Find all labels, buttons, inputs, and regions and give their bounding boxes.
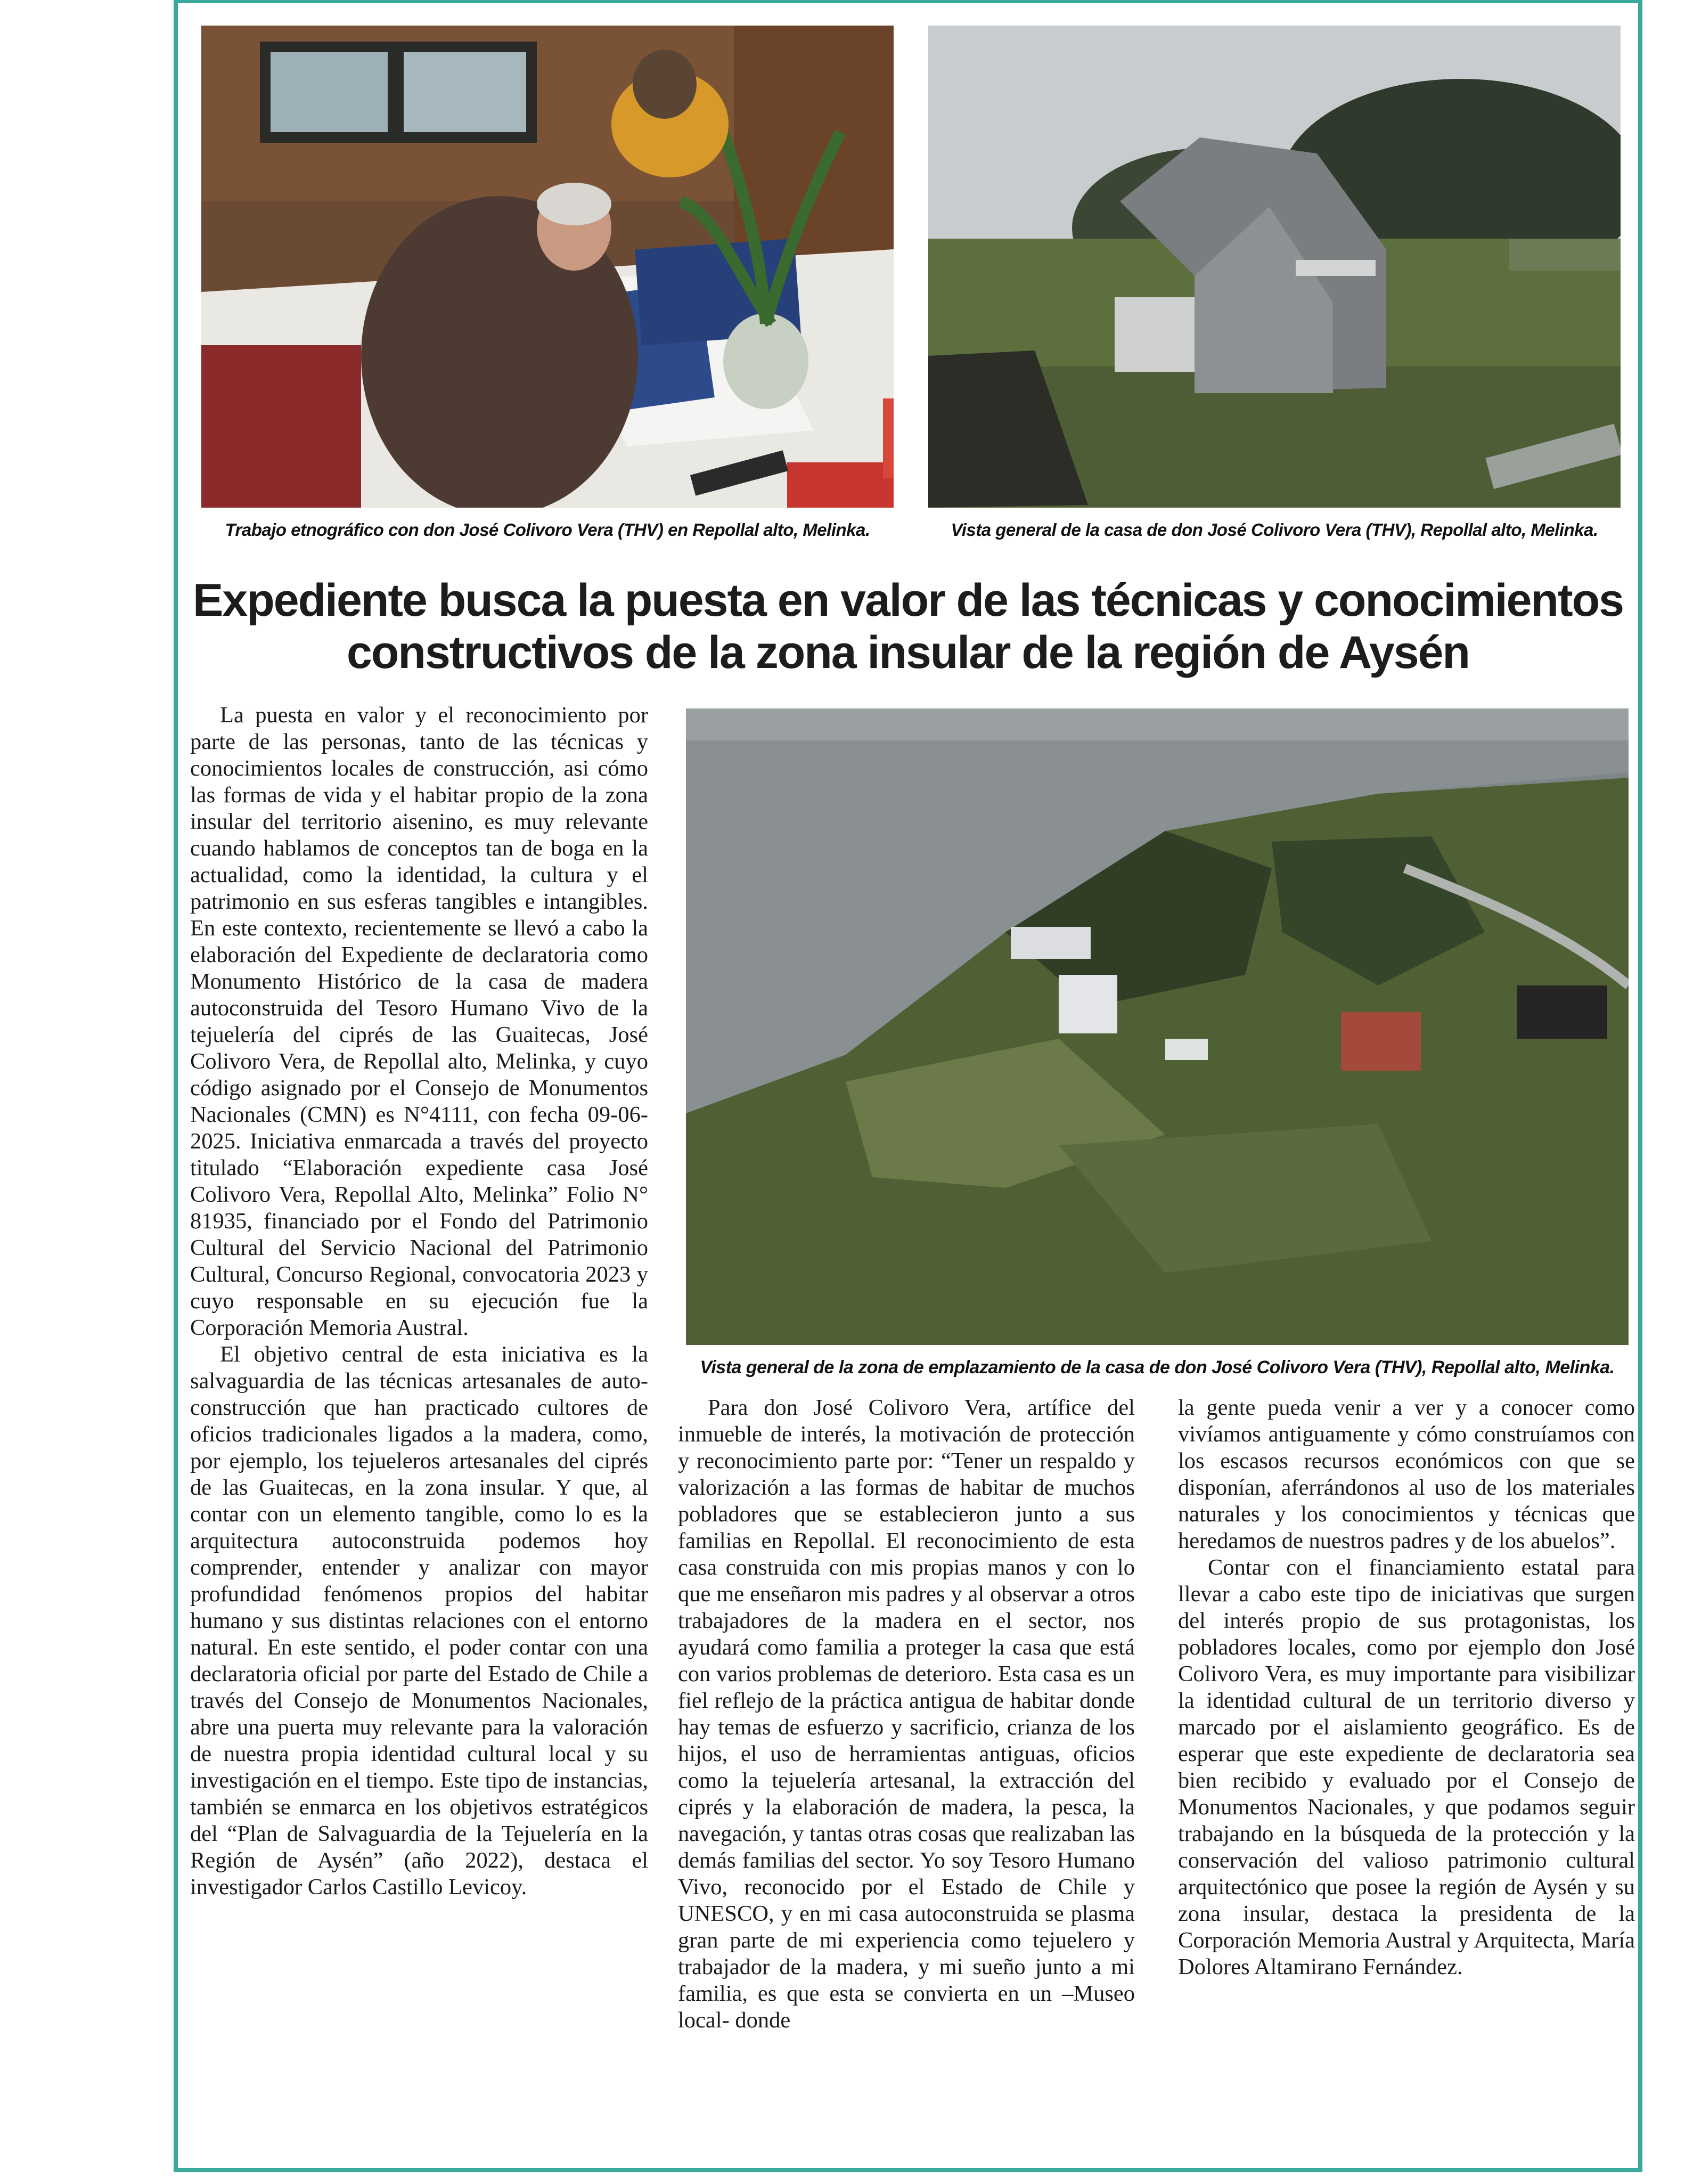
photo-aerial-site-view [686, 708, 1629, 1345]
article-column-2 [678, 1395, 1135, 2034]
article-paragraph: Contar con el financiamiento estatal para llevar a cabo este tipo de iniciativas que surgen del interés propio de sus protagonistas, los pobladores locales, como por ejemplo don José Colivoro Vera, es muy importante para visibilizar la identidad cultural de un territorio diverso y marcado por el aislamiento geográfico. Es de esperar que este expediente de declaratoria sea bien recibido y evaluado por el Consejo de Monumentos Nacionales, y que podamos seguir trabajando en la búsqueda de la protección y la conservación del valioso patrimonio cultural arquitectónico que posee la región de Aysén y su zona insular, destaca la presidenta de la Corporación Memoria Austral y Arquitecta, María Dolores Altamirano Fernández. [1178, 1555, 1635, 1979]
article-column-1 [190, 702, 648, 1901]
photo-house-general-view [928, 26, 1621, 508]
caption-ethnographic-work: Trabajo etnográfico con don José Colivoro Vera (THV) en Repollal alto, Melinka. [225, 520, 870, 540]
article-paragraph: Para don José Colivoro Vera, artífice del inmueble de interés, la motivación de protección y reconocimiento parte por: “Tener un respaldo y valorización a las formas de habitar de muchos pobladores que se establecieron junto a sus familias en Repollal. El reconocimiento de esta casa construida con mis propias manos y con lo que me enseñaron mis padres y al observar a otros trabajadores de la madera en el sector, nos ayudará como familia a proteger la casa que está con varios problemas de deterioro. Esta casa es un fiel reflejo de la práctica antigua de habitar donde hay temas de esfuerzo y sacrificio, crianza de los hijos, el uso de herramientas antiguas, oficios como la tejuelería artesanal, la extracción del ciprés y la elaboración de madera, la pesca, la navegación, y tantas otras cosas que realizaban las demás familias del sector. Yo soy Tesoro Humano Vivo, reconocido por el Estado de Chile y UNESCO, y en mi casa autoconstruida se plasma gran parte de mi experiencia como tejuelero y trabajador de la madera, y mi sueño junto a mi familia, es que esta se convierta en un –Museo local- donde [678, 1395, 1135, 2033]
article-paragraph: El objetivo central de esta iniciativa es la salvaguardia de las técnicas artesanales de auto-construcción que han practicado cultores de oficios tradicionales ligados a la madera, como, por ejemplo, los tejueleros artesanales del ciprés de las Guaitecas, en la zona insular. Y que, al contar con un elemento tangible, como lo es la arquitectura autoconstruida podemos hoy comprender, entender y analizar con mayor profundidad fenómenos propios del habitar humano y sus distintas relaciones con el entorno natural. En este sentido, el poder contar con una declaratoria oficial por parte del Estado de Chile a través del Consejo de Monumentos Nacionales, abre una puerta muy relevante para la valoración de nuestra propia identidad cultural local y su investigación en el tiempo. Este tipo de instancias, también se enmarca en los objetivos estratégicos del “Plan de Salvaguardia de la Tejuelería en la Región de Aysén” (año 2022), destaca el investigador Carlos Castillo Levicoy. [190, 1342, 648, 1900]
article-paragraph: la gente pueda venir a ver y a conocer como vivíamos antiguamente y cómo construíamos con los escasos recursos económicos con que se disponían, aferrándonos al uso de los materiales naturales y los conocimientos y técnicas que heredamos de nuestros padres y de los abuelos”. [1178, 1395, 1635, 1553]
photo-ethnographic-work [201, 26, 894, 508]
caption-house-general-view: Vista general de la casa de don José Colivoro Vera (THV), Repollal alto, Melinka. [951, 520, 1598, 540]
caption-aerial-site-view: Vista general de la zona de emplazamiento de la casa de don José Colivoro Vera (THV), Repollal alto, Melinka. [700, 1357, 1615, 1378]
article-headline: Expediente busca la puesta en valor de las técnicas y conocimientos constructivos de la zona insular de la región de Aysén [193, 575, 1623, 678]
article-column-3 [1178, 1395, 1635, 1981]
article-paragraph: La puesta en valor y el reconocimiento por parte de las personas, tanto de las técnicas y conocimientos locales de construcción, asi cómo las formas de vida y el habitar propio de la zona insular del territorio aisenino, es muy relevante cuando hablamos de conceptos tan de boga en la actualidad, como la identidad, la cultura y el patrimonio en sus esferas tangibles e intangibles. En este contexto, recientemente se llevó a cabo la elaboración del Expediente de declaratoria como Monumento Histórico de la casa de madera autoconstruida del Tesoro Humano Vivo de la tejuelería del ciprés de las Guaitecas, José Colivoro Vera, de Repollal alto, Melinka, y cuyo código asignado por el Consejo de Monumentos Nacionales (CMN) es N°4111, con fecha 09-06-2025. Iniciativa enmarcada a través del proyecto titulado “Elaboración expediente casa José Colivoro Vera, Repollal Alto, Melinka” Folio N° 81935, financiado por el Fondo del Patrimonio Cultural del Servicio Nacional del Patrimonio Cultural, Concurso Regional, convocatoria 2023 y cuyo responsable en su ejecución fue la Corporación Memoria Austral. [190, 703, 648, 1340]
